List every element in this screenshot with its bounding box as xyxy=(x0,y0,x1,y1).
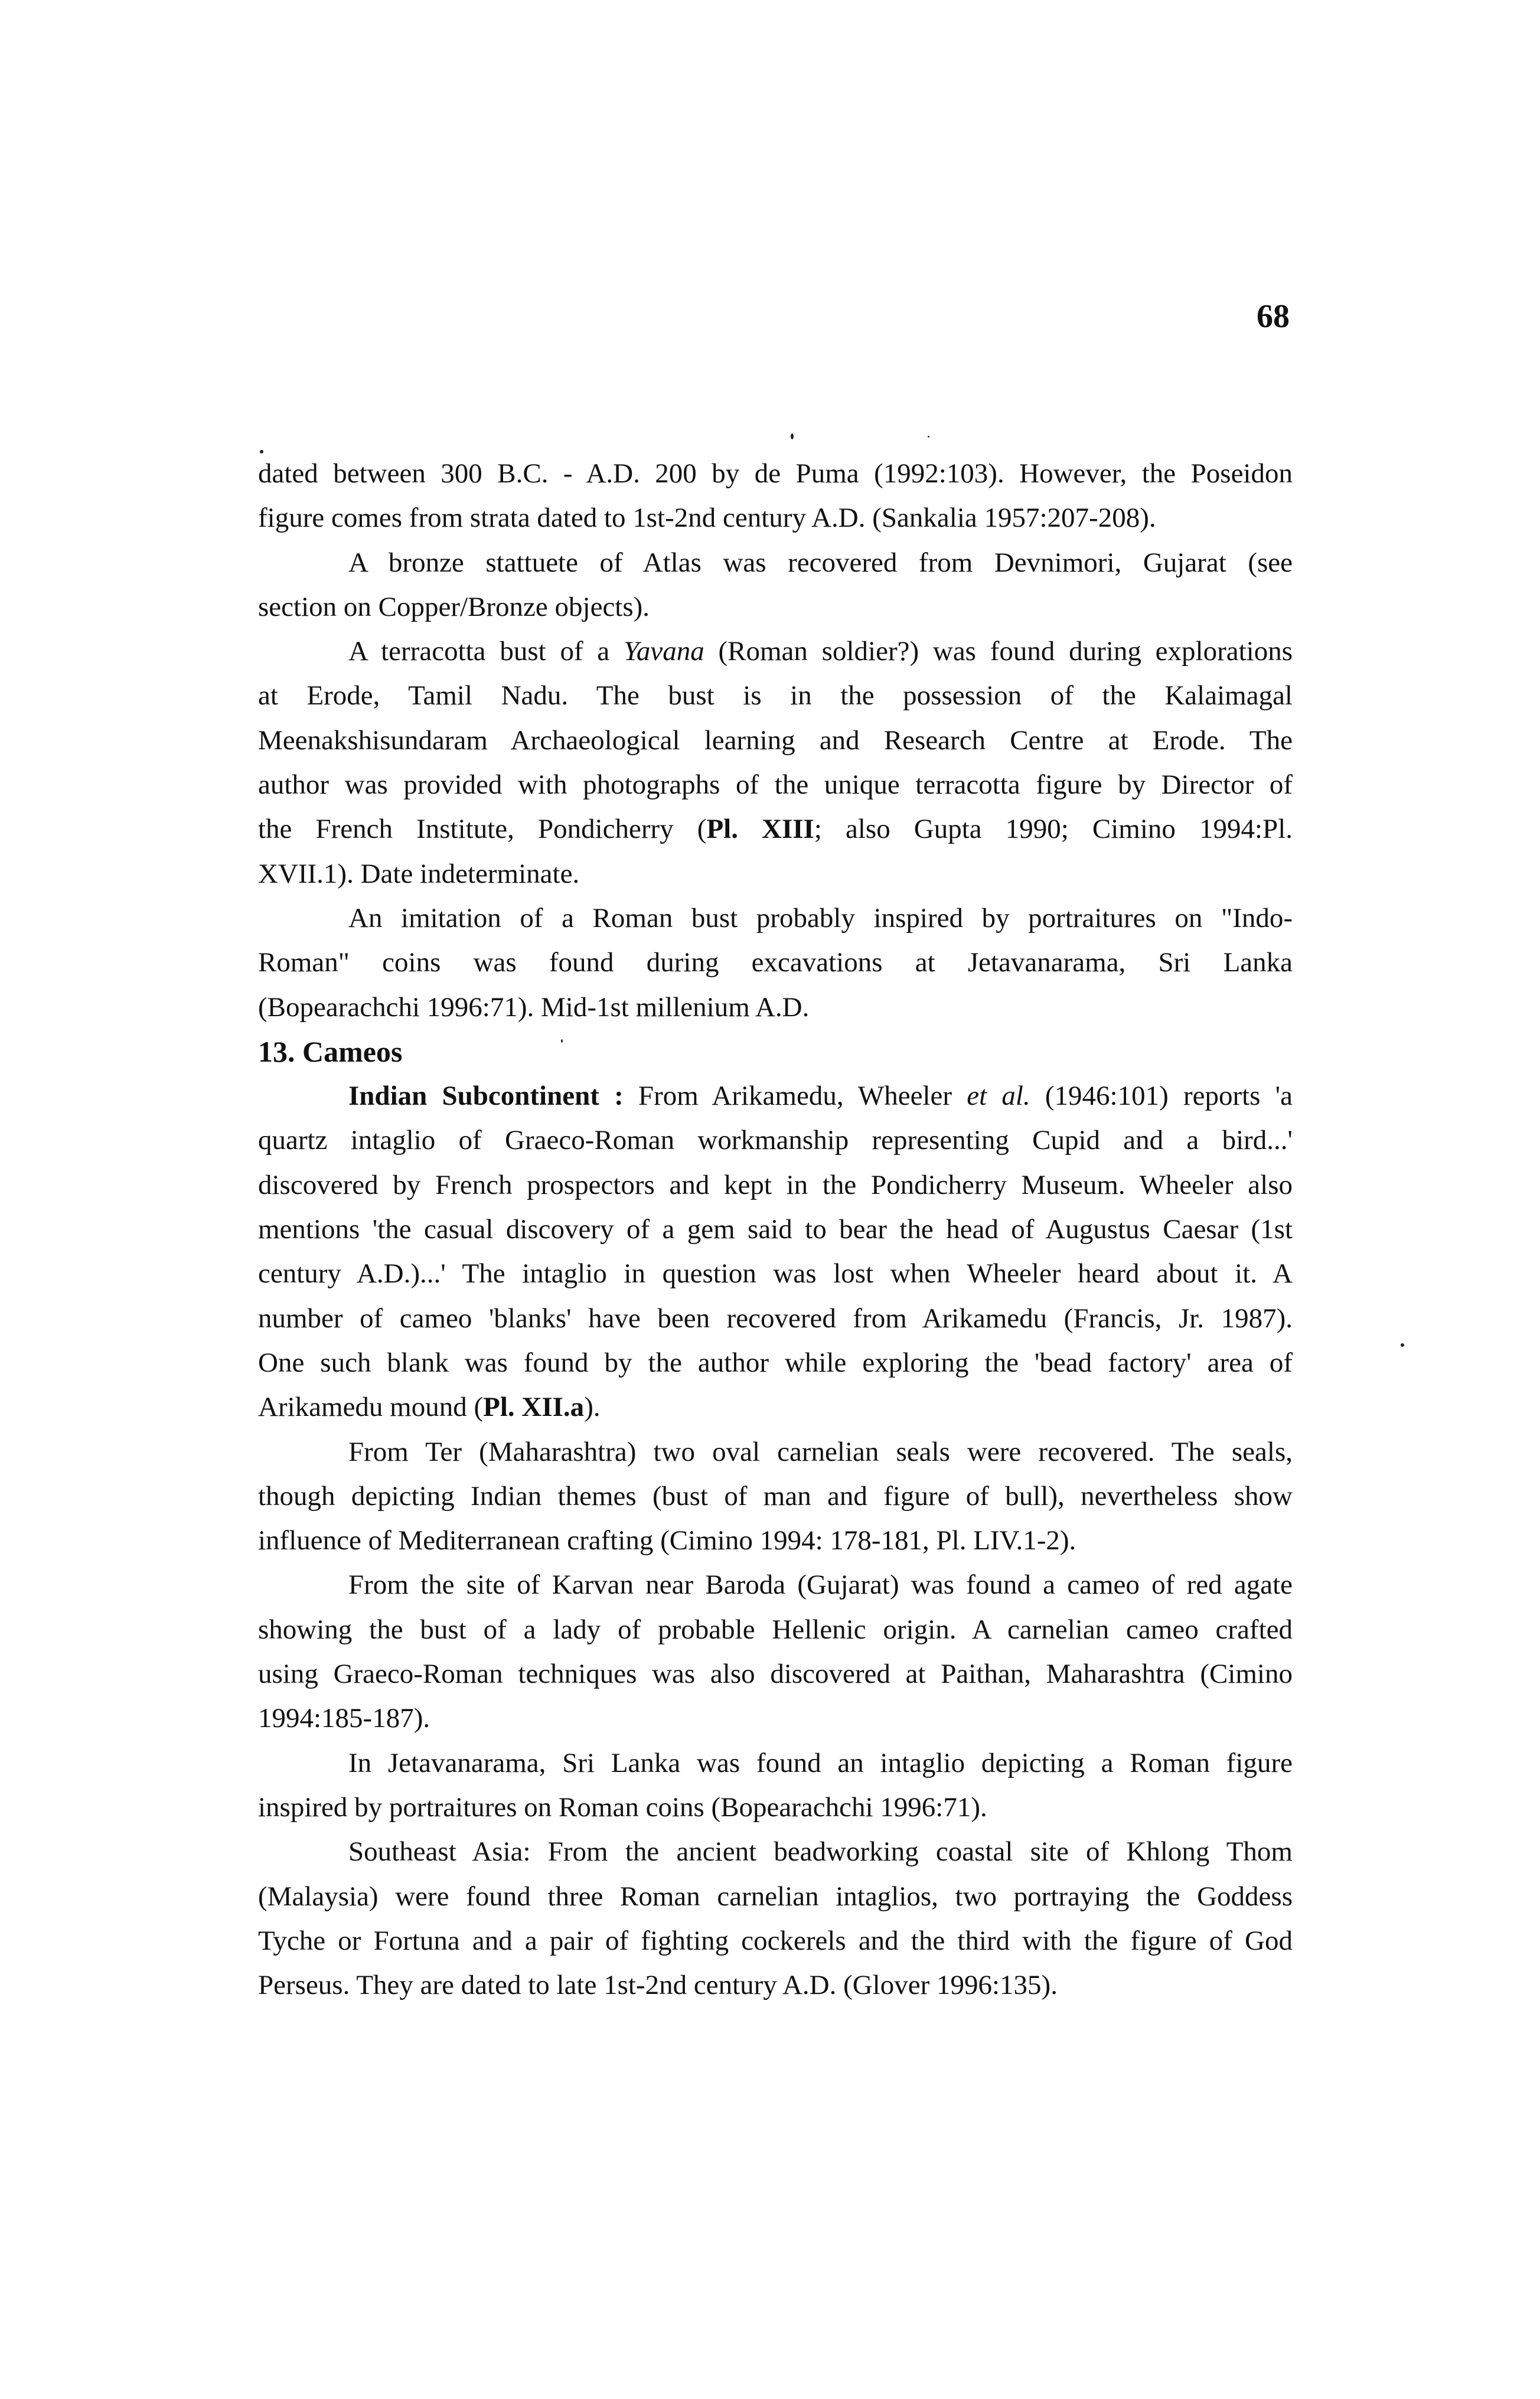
text-line xyxy=(258,1696,1293,1741)
text-run: inspired by portraitures on Roman coins (Bopearachchi 1996:71). xyxy=(258,1791,987,1823)
text-line xyxy=(258,1430,1293,1474)
text-line xyxy=(258,941,1293,985)
scan-speck xyxy=(791,433,794,439)
text-run: mentions 'the casual discovery of a gem said to bear the head of Augustus Caesar (1st xyxy=(258,1214,1293,1245)
bold-text: Pl. XIII xyxy=(706,814,814,845)
text-run: (Malaysia) were found three Roman carnelian intaglios, two portraying the Goddess xyxy=(258,1881,1293,1912)
bold-text: Pl. XII.a xyxy=(483,1392,585,1423)
text-run: Roman" coins was found during excavations at Jetavanarama, Sri Lanka xyxy=(258,947,1293,978)
text-run: An imitation of a Roman bust probably inspired by portraitures on "Indo- xyxy=(348,902,1293,934)
text-run: 13. Cameos xyxy=(258,1034,403,1068)
text-line xyxy=(258,763,1293,807)
scan-speck xyxy=(928,436,929,438)
text-run: From Ter (Maharashtra) two oval carnelian seals were recovered. The seals, xyxy=(348,1436,1293,1467)
text-run: figure comes from strata dated to 1st-2nd century A.D. (Sankalia 1957:207-208). xyxy=(258,502,1156,534)
text-line xyxy=(258,1074,1293,1118)
text-run: using Graeco-Roman techniques was also discovered at Paithan, Maharashtra (Cimino xyxy=(258,1659,1293,1690)
text-run: ; also Gupta 1990; Cimino 1994:Pl. xyxy=(814,814,1293,845)
paragraph-roman-bust-imitation xyxy=(258,896,1293,1030)
text-run: XVII.1). Date indeterminate. xyxy=(258,858,580,889)
text-line xyxy=(258,1207,1293,1252)
scan-speck xyxy=(561,1039,563,1043)
text-line xyxy=(258,1118,1293,1163)
text-line xyxy=(258,1608,1293,1652)
text-line xyxy=(258,1786,1293,1830)
text-line xyxy=(258,1519,1293,1563)
text-run: One such blank was found by the author while exploring the 'bead factory' area of xyxy=(258,1347,1293,1378)
bold-text: Indian Subcontinent : xyxy=(348,1081,624,1112)
text-run: at Erode, Tamil Nadu. The bust is in the possession of the Kalaimagal xyxy=(258,680,1293,711)
text-run: Tyche or Fortuna and a pair of fighting cockerels and the third with the figure of God xyxy=(258,1925,1293,1956)
text-line xyxy=(258,541,1293,585)
text-line xyxy=(258,719,1293,763)
text-run: influence of Mediterranean crafting (Cimino 1994: 178-181, Pl. LIV.1-2). xyxy=(258,1525,1076,1556)
text-line xyxy=(258,807,1293,851)
text-run: Perseus. They are dated to late 1st-2nd century A.D. (Glover 1996:135). xyxy=(258,1970,1058,2001)
text-line xyxy=(258,1919,1293,1963)
text-run: In Jetavanarama, Sri Lanka was found an intaglio depicting a Roman figure xyxy=(348,1747,1293,1778)
text-run: author was provided with photographs of the unique terracotta figure by Director of xyxy=(258,769,1293,801)
text-run: quartz intaglio of Graeco-Roman workmanship representing Cupid and a bird...' xyxy=(258,1125,1293,1156)
text-line xyxy=(258,896,1293,941)
text-run: (1946:101) reports 'a xyxy=(1030,1081,1293,1112)
text-line xyxy=(258,1875,1293,1919)
text-line xyxy=(258,1252,1293,1296)
paragraph-poseidon-dating xyxy=(258,452,1293,541)
text-run: ). xyxy=(584,1392,601,1423)
text-run: century A.D.)...' The intaglio in question was lost when Wheeler heard about it. A xyxy=(258,1258,1293,1290)
text-run: discovered by French prospectors and kept in the Pondicherry Museum. Wheeler also xyxy=(258,1169,1293,1200)
text-line xyxy=(258,1163,1293,1207)
text-run: A terracotta bust of a xyxy=(348,636,624,667)
text-run: Meenakshisundaram Archaeological learning and Research Centre at Erode. The xyxy=(258,724,1293,756)
text-line xyxy=(258,1741,1293,1786)
text-line xyxy=(258,1830,1293,1874)
paragraph-karvan-cameo xyxy=(258,1563,1293,1741)
paragraph-jetavanarama-intaglio xyxy=(258,1741,1293,1830)
text-line xyxy=(258,1474,1293,1519)
text-run: 1994:185-187). xyxy=(258,1703,430,1734)
page-number: 68 xyxy=(1257,298,1290,335)
body-text xyxy=(258,452,1293,2008)
text-run: section on Copper/Bronze objects). xyxy=(258,591,650,622)
text-line xyxy=(258,496,1293,540)
text-line xyxy=(258,585,1293,629)
scan-speck xyxy=(1401,1343,1404,1347)
text-line xyxy=(258,1297,1293,1341)
paragraph-atlas-statuette xyxy=(258,541,1293,630)
section-heading xyxy=(258,1030,1293,1074)
text-run: (Roman soldier?) was found during explorations xyxy=(704,636,1293,667)
text-run: (Bopearachchi 1996:71). Mid-1st millenium A.D. xyxy=(258,991,810,1023)
italic-text: Yavana xyxy=(624,636,704,667)
text-run: From the site of Karvan near Baroda (Gujarat) was found a cameo of red agate xyxy=(348,1569,1293,1601)
paragraph-ter-seals xyxy=(258,1430,1293,1564)
paragraph-yavana-bust xyxy=(258,629,1293,896)
text-line xyxy=(258,1341,1293,1385)
paragraph-indian-subcontinent xyxy=(258,1074,1293,1429)
text-line xyxy=(258,1963,1293,2008)
text-line xyxy=(258,985,1293,1030)
heading-text xyxy=(258,1030,1293,1074)
text-run: dated between 300 B.C. - A.D. 200 by de Puma (1992:103). However, the Poseidon xyxy=(258,458,1293,489)
text-line xyxy=(258,1652,1293,1696)
text-line xyxy=(258,674,1293,718)
text-run: Southeast Asia: From the ancient beadworking coastal site of Khlong Thom xyxy=(348,1836,1293,1868)
text-run: the French Institute, Pondicherry ( xyxy=(258,814,707,845)
text-run: though depicting Indian themes (bust of man and figure of bull), nevertheless show xyxy=(258,1480,1293,1512)
text-line xyxy=(258,452,1293,496)
text-run: From Arikamedu, Wheeler xyxy=(623,1081,967,1112)
text-line xyxy=(258,629,1293,674)
text-run: number of cameo 'blanks' have been recovered from Arikamedu (Francis, Jr. 1987). xyxy=(258,1303,1293,1334)
text-run: Arikamedu mound ( xyxy=(258,1392,484,1423)
text-line xyxy=(258,1385,1293,1429)
paragraph-southeast-asia xyxy=(258,1830,1293,2008)
text-line xyxy=(258,1563,1293,1607)
text-run: A bronze stattuete of Atlas was recovered from Devnimori, Gujarat (see xyxy=(348,547,1293,578)
text-line xyxy=(258,852,1293,896)
scan-speck xyxy=(260,450,263,453)
italic-text: et al. xyxy=(967,1081,1030,1112)
text-run: showing the bust of a lady of probable Hellenic origin. A carnelian cameo crafted xyxy=(258,1614,1293,1645)
